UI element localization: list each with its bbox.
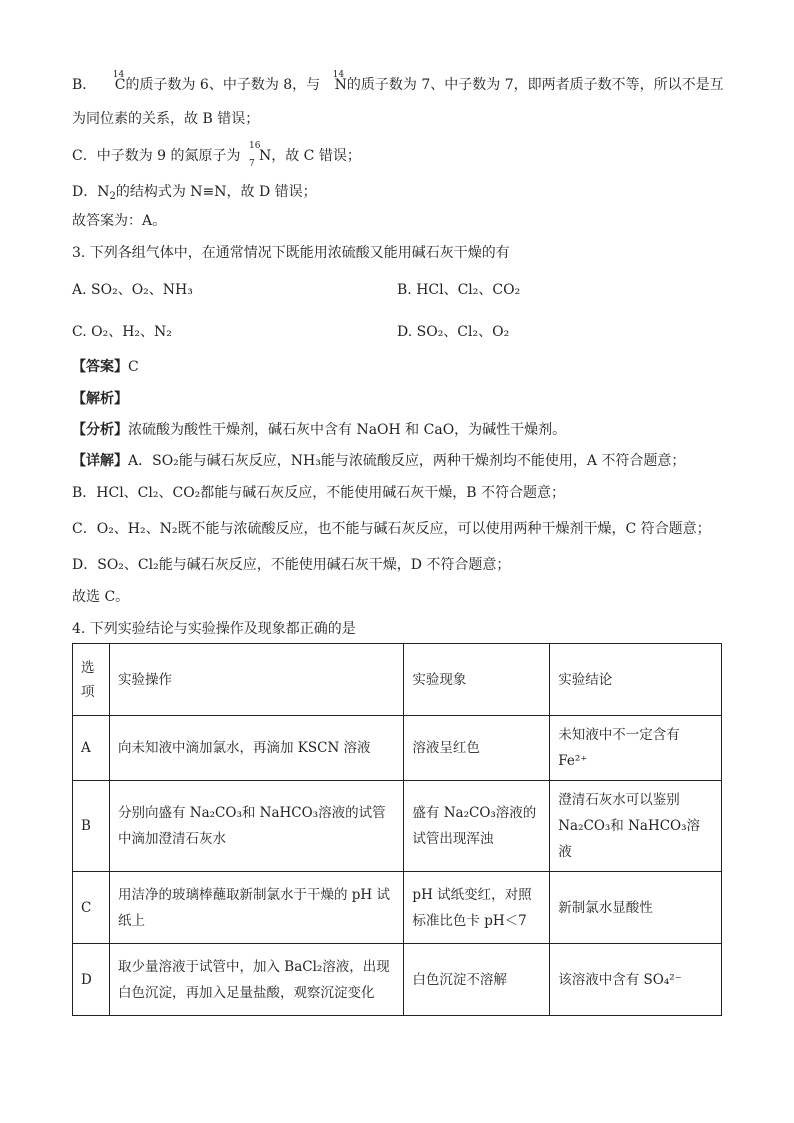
n16-mass: 16 [248, 141, 261, 151]
row-phenomenon: 盛有 Na₂CO₃溶液的试管出现浑浊 [404, 781, 550, 872]
q3-xiangjie-b: B．HCl、Cl₂、CO₂都能与碱石灰反应，不能使用碱石灰干燥，B 不符合题意； [72, 485, 566, 501]
answer-value: C [128, 359, 139, 375]
n16-nuclide [248, 141, 272, 169]
row-operation: 分别向盛有 Na₂CO₃和 NaHCO₃溶液的试管中滴加澄清石灰水 [109, 781, 403, 872]
xiangjie-tag: 【详解】 [72, 453, 128, 469]
row-operation: 取少量溶液于试管中，加入 BaCl₂溶液，出现白色沉淀，再加入足量盐酸，观察沉淀变化 [109, 944, 403, 1016]
q3-option-d: D. SO₂、Cl₂、O₂ [397, 324, 510, 340]
row-option: B [73, 781, 110, 872]
row-conclusion: 澄清石灰水可以鉴别 Na₂CO₃和 NaHCO₃溶液 [550, 781, 722, 872]
q3-option-b: B. HCl、Cl₂、CO₂ [397, 282, 521, 298]
n14-nuclide [332, 70, 347, 95]
table-row [73, 716, 722, 781]
row-conclusion: 未知液中不一定含有 Fe²⁺ [550, 716, 722, 781]
row-phenomenon: 白色沉淀不溶解 [404, 944, 550, 1016]
q3-stem: 3. 下列各组气体中，在通常情况下既能用浓硫酸又能用碱石灰干燥的有 [72, 245, 510, 261]
n14-mass: 14 [332, 70, 345, 80]
row-conclusion: 新制氯水显酸性 [550, 872, 722, 944]
row-option: A [73, 716, 110, 781]
fenxi-text: 浓硫酸为酸性干燥剂，碱石灰中含有 NaOH 和 CaO，为碱性干燥剂。 [128, 422, 567, 438]
explanation-b-line2: 为同位素的关系，故 B 错误； [72, 111, 260, 127]
header-phenomenon: 实验现象 [404, 644, 550, 716]
n16-atomic-number: 7 [248, 159, 255, 169]
q3-xiangjie-a [72, 451, 685, 471]
n14-symbol: N [334, 77, 347, 93]
row-conclusion: 该溶液中含有 SO₄²⁻ [550, 944, 722, 1016]
q4-stem: 4. 下列实验结论与实验操作及现象都正确的是 [72, 621, 356, 637]
d-subscript: 2 [109, 191, 116, 202]
row-option: C [73, 872, 110, 944]
explanation-c [72, 141, 361, 169]
row-phenomenon: pH 试纸变红，对照标准比色卡 pH＜7 [404, 872, 550, 944]
xiangjie-a-text: A．SO₂能与碱石灰反应，NH₃能与浓硫酸反应，两种干燥剂均不能使用，A 不符合题意； [128, 453, 686, 469]
q2-answer-line: 故答案为：A。 [72, 213, 167, 229]
q3-option-c: C. O₂、H₂、N₂ [72, 324, 172, 340]
q3-xiangjie-c: C．O₂、H₂、N₂既不能与浓硫酸反应，也不能与碱石灰反应，可以使用两种干燥剂干燥，C 符合题意； [72, 521, 711, 537]
q3-fenxi [72, 420, 566, 440]
d-suffix: 的结构式为 N≡N，故 D 错误； [115, 184, 317, 200]
n16-symbol: N [258, 148, 272, 164]
c14-nuclide [112, 70, 126, 95]
q3-conclusion: 故选 C。 [72, 589, 130, 605]
q3-answer [72, 357, 139, 377]
c14-mass: 14 [112, 70, 125, 80]
header-option-text: 选项 [81, 659, 95, 700]
explanation-b-line1 [72, 70, 724, 95]
answer-tag: 【答案】 [72, 359, 128, 375]
header-conclusion: 实验结论 [550, 644, 722, 716]
table-row [73, 872, 722, 944]
explanation-d [72, 182, 317, 202]
b-text-2: 的质子数为 7、中子数为 7，即两者质子数不等，所以不是互 [346, 77, 724, 93]
table-header-row [73, 644, 722, 716]
c14-symbol: C [114, 77, 126, 93]
analysis-tag: 【解析】 [72, 391, 128, 407]
b-label: B． [72, 77, 97, 93]
table-row [73, 781, 722, 872]
header-option [73, 644, 110, 716]
c-prefix: C．中子数为 9 的氮原子为 [72, 148, 241, 164]
row-phenomenon: 溶液呈红色 [404, 716, 550, 781]
header-operation: 实验操作 [109, 644, 403, 716]
fenxi-tag: 【分析】 [72, 422, 128, 438]
row-operation: 向未知液中滴加氯水，再滴加 KSCN 溶液 [109, 716, 403, 781]
q3-analysis-tag [72, 389, 128, 409]
table-row [73, 944, 722, 1016]
q3-option-a: A. SO₂、O₂、NH₃ [72, 282, 193, 298]
q3-xiangjie-d: D．SO₂、Cl₂能与碱石灰反应，不能使用碱石灰干燥，D 不符合题意； [72, 557, 511, 573]
row-option: D [73, 944, 110, 1016]
b-text-1: 的质子数为 6、中子数为 8，与 [125, 77, 321, 93]
row-operation: 用洁净的玻璃棒蘸取新制氯水于干燥的 pH 试纸上 [109, 872, 403, 944]
d-prefix: D．N [72, 184, 110, 200]
q4-table [72, 643, 722, 1016]
c-suffix: ，故 C 错误； [271, 148, 361, 164]
